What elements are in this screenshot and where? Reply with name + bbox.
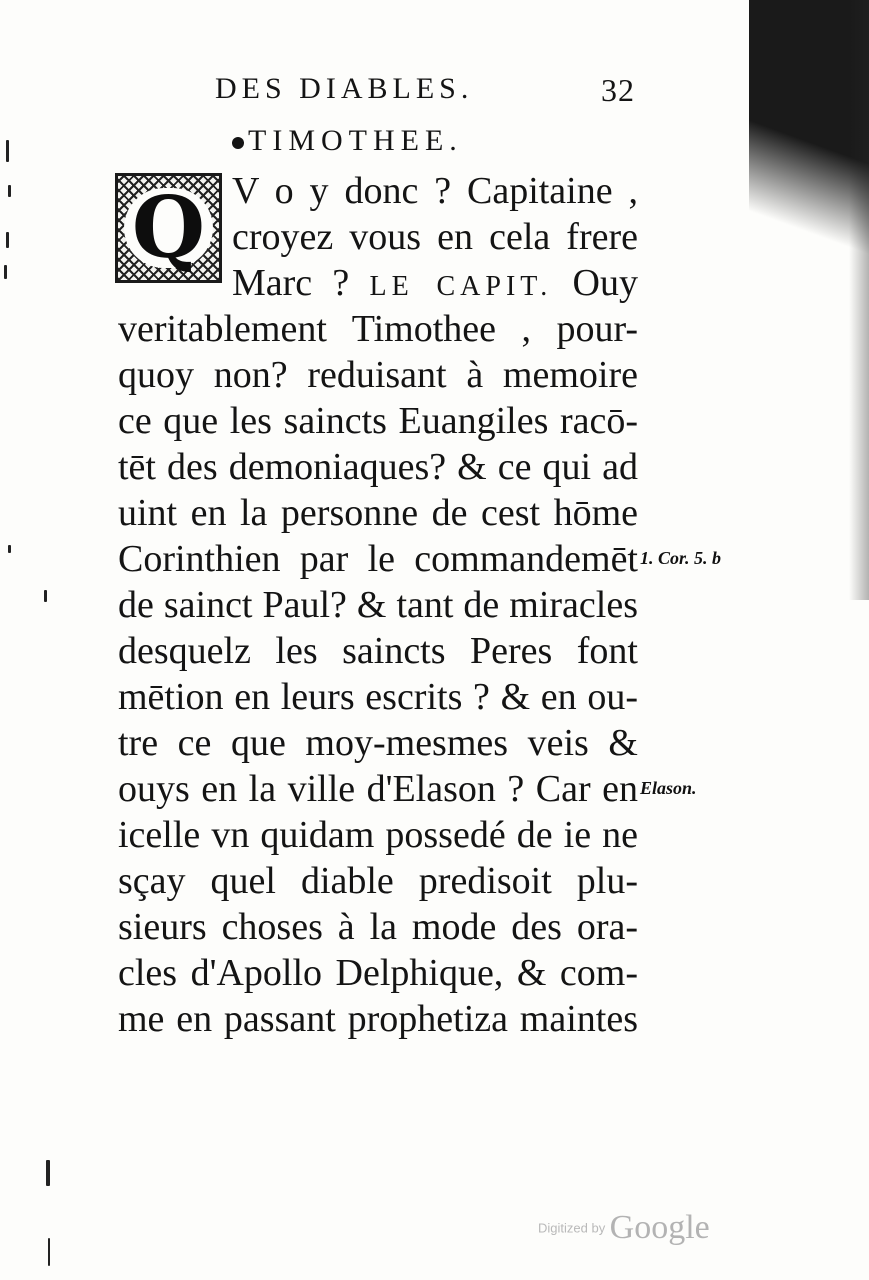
- running-head: [215, 72, 635, 106]
- text-line: de sainct Paul? & tant de miracles: [118, 584, 638, 626]
- margin-note-reference: 1. Cor. 5. b: [640, 548, 722, 568]
- text-fragment: Marc ?: [232, 262, 370, 304]
- text-line: me en passant prophetiza maintes: [118, 998, 638, 1040]
- text-line: sçay quel diable predisoit plu-: [118, 860, 638, 902]
- text-line: ce que les saincts Euangiles racō-: [118, 400, 638, 442]
- google-logo: Google: [609, 1209, 710, 1246]
- text-line: veritablement Timothee , pour-: [118, 308, 638, 350]
- text-line: V o y donc ? Capitaine ,: [232, 170, 638, 212]
- digitized-watermark: [538, 1209, 710, 1247]
- initial-letter: Q: [124, 188, 213, 268]
- speck: [6, 140, 9, 162]
- speck: [8, 185, 11, 197]
- speck: [44, 590, 47, 602]
- page-number: 32: [601, 72, 635, 108]
- text-line: cles d'Apollo Delphique, & com-: [118, 952, 638, 994]
- speck: [46, 1160, 50, 1186]
- text-line: quoy non? reduisant à memoire: [118, 354, 638, 396]
- text-line: croyez vous en cela frere: [232, 216, 638, 258]
- text-line: tēt des demoniaques? & ce qui ad: [118, 446, 638, 488]
- decorated-initial: [115, 173, 222, 283]
- speaker-abbreviation: LE CAPIT.: [369, 271, 553, 302]
- speck: [4, 265, 7, 279]
- text-line: icelle vn quidam possedé de ie ne: [118, 814, 638, 856]
- speck: [48, 1238, 50, 1266]
- speck: [8, 545, 11, 553]
- speck: [6, 232, 9, 248]
- text-line: tre ce que moy-mesmes veis &: [118, 722, 638, 764]
- text-line: desquelz les saincts Peres font: [118, 630, 638, 672]
- paragraph-mark-icon: [232, 137, 244, 149]
- text-line: uint en la personne de cest hōme: [118, 492, 638, 534]
- speaker-name: TIMOTHEE.: [248, 124, 463, 157]
- text-fragment: Ouy: [552, 262, 638, 304]
- text-line: sieurs choses à la mode des ora-: [118, 906, 638, 948]
- text-line: ouys en la ville d'Elason ? Car en: [118, 768, 638, 810]
- scan-shadow-edge: [849, 0, 869, 600]
- text-line: [232, 260, 638, 306]
- text-line: Corinthien par le commandemēt: [118, 538, 638, 580]
- speaker-heading: [232, 124, 463, 158]
- margin-note-place: Elason.: [640, 778, 697, 798]
- running-title: DES DIABLES.: [215, 72, 474, 105]
- text-line: mētion en leurs escrits ? & en ou-: [118, 676, 638, 718]
- watermark-prefix: Digitized by: [538, 1220, 606, 1236]
